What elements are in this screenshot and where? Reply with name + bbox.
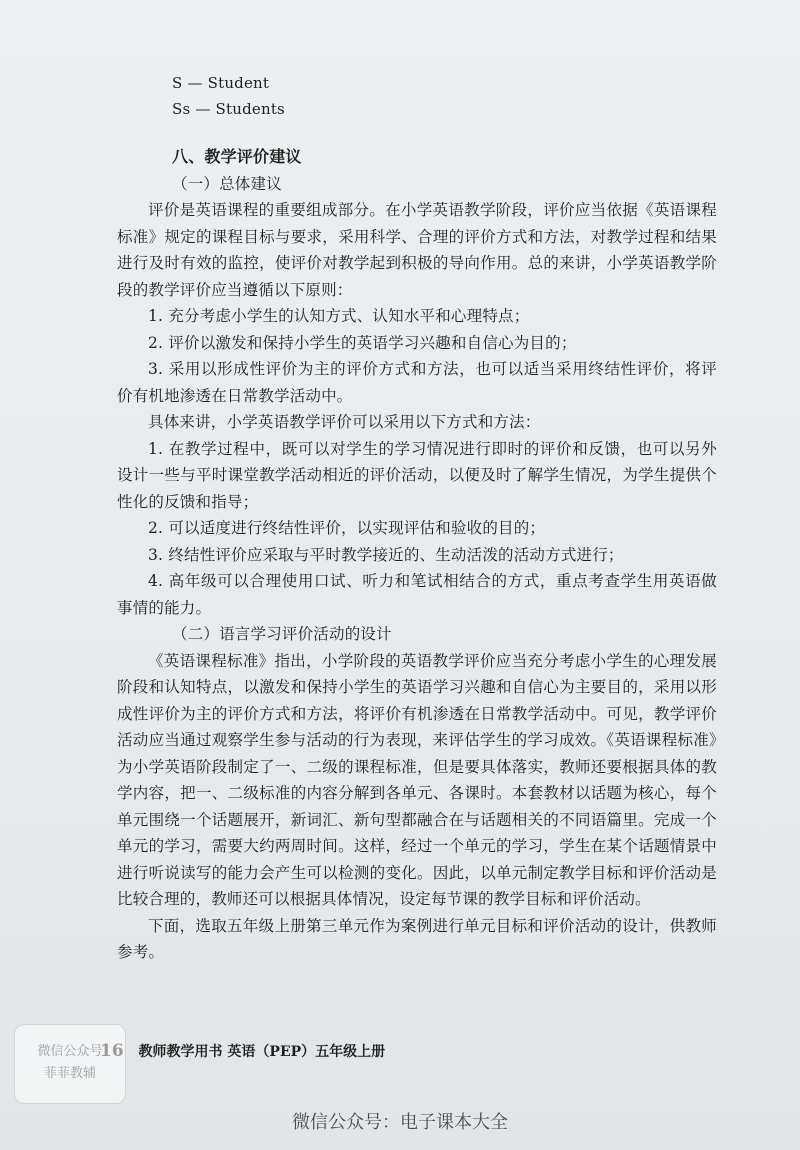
method-item: 4. 高年级可以合理使用口试、听力和笔试相结合的方式，重点考查学生用英语做事情的能力。 (117, 572, 717, 617)
abbreviation-students: Ss — Students (172, 100, 285, 118)
method-item: 2. 可以适度进行终结性评价，以实现评估和验收的目的； (148, 519, 546, 537)
bottom-watermark: 微信公众号：电子课本大全 (292, 1112, 508, 1133)
method-item: 1. 在教学过程中，既可以对学生的学习情况进行即时的评价和反馈，也可以另外设计一些与平时课堂教学活动相近的评价活动，以便及时了解学生情况，为学生提供个性化的反馈和指导； (117, 439, 717, 511)
subsection-heading-general: （一）总体建议 (172, 174, 282, 193)
stamp-line: 菲菲教辅 (43, 1066, 96, 1081)
subsection-heading-activity-design: （二）语言学习评价活动的设计 (172, 625, 392, 643)
method-item: 3. 终结性评价应采取与平时教学接近的、生动活泼的活动方式进行； (148, 545, 624, 564)
paragraph-intro: 评价是英语课程的重要组成部分。在小学英语教学阶段，评价应当依据《英语课程标准》规定的课程目标与要求，采用科学、合理的评价方式和方法，对教学过程和结果进行及时有效的监控，使评价对教学起到积极的导向作用。总的来讲，小学英语教学阶段的教学评价应当遵循以下原则： (117, 201, 717, 299)
paragraph-example: 下面，选取五年级上册第三单元作为案例进行单元目标和评价活动的设计，供教师参考。 (117, 916, 717, 961)
book-title: 教师教学用书 英语（PEP）五年级上册 (138, 1044, 386, 1060)
principle-item: 1. 充分考虑小学生的认知方式、认知水平和心理特点； (148, 307, 530, 325)
stamp-line: 微信公众号 (37, 1044, 103, 1059)
page-content (117, 70, 717, 966)
section-heading: 八、教学评价建议 (172, 147, 302, 166)
page-footer (100, 1041, 385, 1061)
principle-item: 3. 采用以形成性评价为主的评价方式和方法，也可以适当采用终结性评价，将评价有机地渗透在日常教学活动中。 (117, 360, 717, 405)
paragraph-methods-intro: 具体来讲，小学英语教学评价可以采用以下方式和方法： (148, 413, 541, 431)
abbreviation-student: S — Student (172, 74, 270, 92)
principle-item: 2. 评价以激发和保持小学生的英语学习兴趣和自信心为目的； (148, 333, 577, 352)
paragraph-activity-design: 《英语课程标准》指出，小学阶段的英语教学评价应当充分考虑小学生的心理发展阶段和认知特点，以激发和保持小学生的英语学习兴趣和自信心为主要目的，采用以形成性评价为主的评价方式和方法，将评价有机渗透在日常教学活动中。可见，教学评价活动应当通过观察学生参与活动的行为表现，来评估学生的学习成效。《英语课程标准》为小学英语阶段制定了一、二级的课程标准，但是要具体落实，教师还要根据具体的教学内容，把一、二级标准的内容分解到各单元、各课时。本套教材以话题为核心，每个单元围绕一个话题展开，新词汇、新句型都融合在与话题相关的不同语篇里。完成一个单元的学习，需要大约两周时间。这样，经过一个单元的学习，学生在某个话题情景中进行听说读写的能力会产生可以检测的变化。因此，以单元制定教学目标和评价活动是比较合理的，教师还可以根据具体情况，设定每节课的教学目标和评价活动。 (117, 651, 717, 908)
watermark-stamp (14, 1024, 126, 1104)
